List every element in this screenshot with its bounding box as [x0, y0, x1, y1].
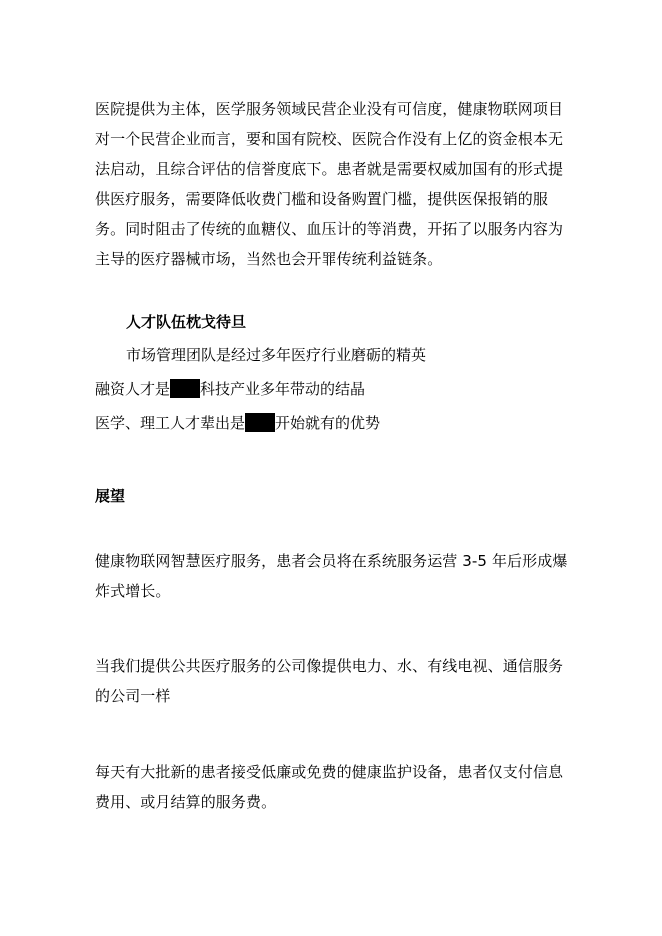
outlook-heading: 展望	[95, 487, 126, 505]
outlook-paragraph-1: 健康物联网智慧医疗服务，患者会员将在系统服务运营 3-5 年后形成爆炸式增长。	[95, 552, 568, 600]
talent-heading: 人才队伍枕戈待旦	[126, 313, 247, 331]
talent-line-finance-before: 融资人才是	[95, 380, 171, 398]
redaction-box	[245, 413, 275, 432]
talent-line-finance-after: 科技产业多年带动的结晶	[200, 380, 366, 398]
talent-line-market: 市场管理团队是经过多年医疗行业磨砺的精英	[126, 346, 427, 364]
talent-line-science-before: 医学、理工人才辈出是	[95, 414, 246, 432]
intro-paragraph: 医院提供为主体，医学服务领域民营企业没有可信度，健康物联网项目对一个民营企业而言，要和国有院校、医院合作没有上亿的资金根本无法启动，且综合评估的信誉度底下。患者就是需要权威加国有的形式提供医疗服务，需要降低收费门槛和设备购置门槛，提供医保报销的服务。同时阻击了传统的血糖仪、血压计的等消费，开拓了以服务内容为主导的医疗器械市场，当然也会开罪传统利益链条。	[95, 100, 564, 268]
outlook-paragraph-2: 当我们提供公共医疗服务的公司像提供电力、水、有线电视、通信服务的公司一样	[95, 657, 564, 705]
talent-line-finance	[95, 379, 365, 399]
redaction-box	[170, 379, 200, 398]
talent-line-science	[95, 413, 380, 433]
talent-line-science-after: 开始就有的优势	[275, 414, 381, 432]
outlook-paragraph-3: 每天有大批新的患者接受低廉或免费的健康监护设备，患者仅支付信息费用、或月结算的服务费。	[95, 763, 564, 811]
